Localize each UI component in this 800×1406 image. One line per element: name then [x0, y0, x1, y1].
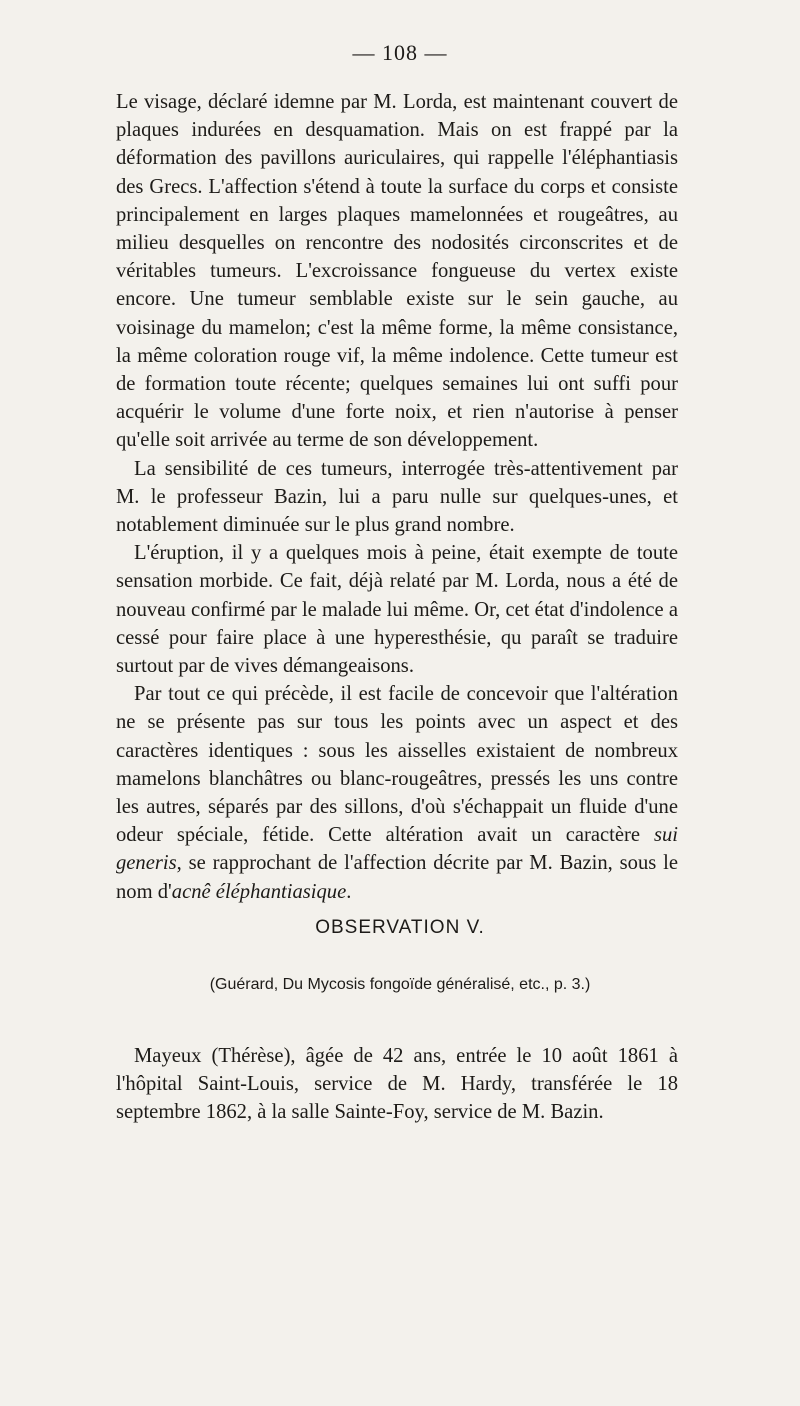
paragraph-3: L'éruption, il y a quelques mois à peine, était exempte de toute sensation morbide. Ce fait, déjà relaté par M. Lorda, nous a été de nouveau confirmé par le malade lui même. Or, cet état d'indolence a cessé pour faire place à une hyperesthésie, qu paraît se traduire surtout par de vives démangeaisons. [116, 542, 678, 678]
italic-acne-elephantiasique: acnê éléphantiasique [171, 880, 347, 903]
paragraph-2: La sensibilité de ces tumeurs, interrogée très-attentivement par M. le professeur Bazin, lui a paru nulle sur quelques-unes, et notablement diminuée sur le plus grand nombre. [116, 457, 678, 537]
paragraph-1: Le visage, déclaré idemne par M. Lorda, est maintenant couvert de plaques indurées en desquamation. Mais on est frappé par la déformation des pavillons auriculaires, qui rappelle l'éléphantiasis des Grecs. L'affection s'étend à toute la surface du corps et consiste principalement en larges plaques mamelonnées et rougeâtres, au milieu desquelles on rencontre des nodosités circonscrites et de véritables tumeurs. L'excroissance fongueuse du vertex existe encore. Une tumeur semblable existe sur le sein gauche, au voisinage du mamelon; c'est la même forme, la même consistance, la même coloration rouge vif, la même indolence. Cette tumeur est de formation toute récente; quelques semaines lui ont suffi pour acquérir le volume d'une forte noix, et rien n'autorise à penser qu'elle soit arrivée au terme de son développement. [116, 91, 678, 452]
observation-heading: OBSERVATION V. [315, 917, 485, 938]
paragraph-4-start: Par tout ce qui précède, il est facile de concevoir que l'altération ne se présente pas sur tous les points avec un aspect et des caractères identiques : sous les aisselles existaient de nombreux mamelons blanchâtres ou blanc-rougeâtres, pressés les uns contre les autres, séparés par des sillons, d'où s'échappait un fluide d'une odeur spéciale, fétide. Cette altération avait un caractère [116, 683, 678, 847]
body-text [116, 88, 678, 906]
case-text [116, 1042, 678, 1127]
observation-source: (Guérard, Du Mycosis fongoïde généralisé, etc., p. 3.) [209, 976, 591, 993]
paragraph-4-end: . [346, 880, 352, 903]
page-number: — 108 — [352, 40, 448, 65]
case-paragraph: Mayeux (Thérèse), âgée de 42 ans, entrée le 10 août 1861 à l'hôpital Saint-Louis, service de M. Hardy, transférée le 18 septembre 1862, à la salle Sainte-Foy, service de M. Bazin. [116, 1045, 678, 1124]
paragraph-4 [116, 680, 678, 906]
paragraph-4-middle: , se rapprochant de l'affection décrite par M. Bazin, sous le nom d' [116, 852, 678, 903]
italic-sui-generis: sui generis [116, 824, 678, 875]
